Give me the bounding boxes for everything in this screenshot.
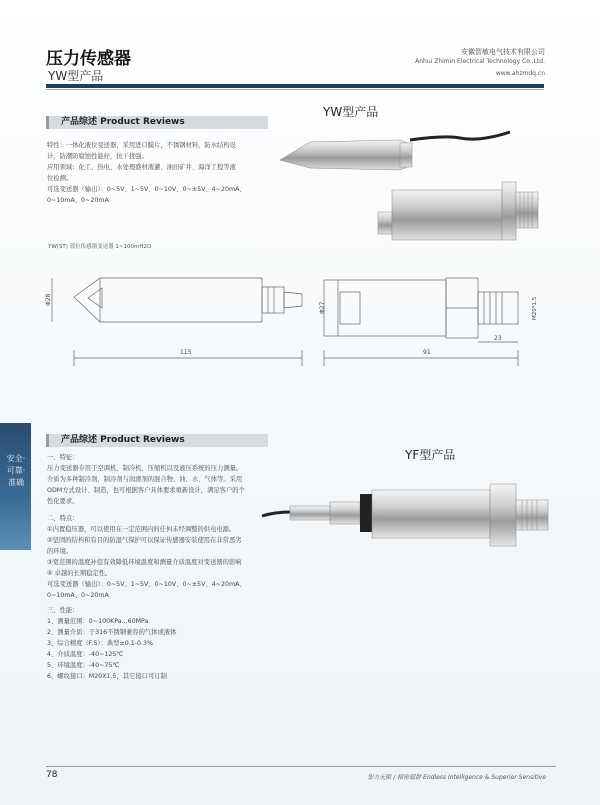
drawing-caption: YW(ST) 液位传感器变送器 1~100mH2O [48,244,152,250]
text-line: 可选变送器（输出）：0~5V、1~5V、0~10V、0~±5V、4~20mA、 [47,581,246,588]
text-line: ④ 卓越的长期稳定性。 [47,570,112,577]
text-line: 一、特征： [47,454,79,461]
header-divider [46,84,544,88]
text-line: 位检测。 [47,175,73,182]
text-line: 二、特点： [47,515,79,522]
company-name-cn: 安徽智敏电气技术有限公司 [461,48,545,56]
yw-product-photo [270,120,550,250]
dim-left-height: Φ28 [45,293,52,306]
text-line: 压力变送器专用于空调机、制冷机、压缩机以及液压系统的压力测量。 [47,465,243,472]
text-line: 应用领域：化工、热电、水处理盛材液灌、油田矿井、海洋工程等液 [47,164,236,171]
text-line: 5、环境温度：-40~75℃ [47,662,120,669]
footer-divider [46,766,556,767]
text-line: 6、螺纹接口：M20X1.5，其它接口可订制 [47,673,167,680]
section1-description [47,140,277,206]
text-line: 的环境。 [47,548,73,555]
text-line: 可选变送器（输出）：0~5V、1~5V、0~10V、0~±5V、4~20mA、 [47,186,246,193]
text-line: 3、综合精度（F.S）：典型±0.1-0.3% [47,640,153,647]
yw-drawing-right [318,262,548,374]
text-line: 介质为多种制冷剂、制冷剂与润滑剂的混合物、油、水、气体等。采用 [47,476,243,483]
dim-right-sub: 23 [494,335,502,342]
text-line: ③宽范围的温度补偿有效降低环境温度和测量介质温度对变送器的影响 [47,559,242,566]
page-title: 压力传感器 [46,49,131,69]
text-line: ②坚固的结构和有目的防湿气保护可以保证传感器安装使用在非常恶劣 [47,537,242,544]
page-subtitle: YW型产品 [48,69,104,83]
section1-product-label: YW型产品 [323,105,379,119]
section2-description [47,452,287,682]
footer-slogan: 智力无限 / 精密超群 Endless Intelligence & Superior Sensitive [367,774,546,781]
text-line: 4、介质温度：-40~125℃ [47,651,124,658]
side-tab-text: 安全·可靠·准确 [6,454,26,487]
yf-product-photo [260,472,560,562]
text-line: 0~10mA、0~20mA [47,592,109,599]
header-divider-thin [46,89,544,90]
company-name-en: Anhui Zhimin Electrical Technology Co.,Ltd. [415,58,545,65]
page-number: 78 [46,770,58,780]
text-line: 特性：一体化液位变送器，采用进口膜片，不锈钢材料，防水结构设 [47,142,236,149]
section2-heading: 产品综述 Product Reviews [46,434,268,447]
text-line: 1、测量范围：0~100KPa...60MPa [47,618,149,625]
section2-product-label: YF型产品 [405,448,456,462]
text-line: 2、测量介质：于316不锈钢兼容的气体或液体 [47,629,177,636]
dim-right-height: Φ27 [319,301,326,314]
side-tab [0,423,31,550]
text-line: 0~10mA、0~20mA [47,197,109,204]
company-website: www.ahzmdq.cn [495,70,545,77]
text-line: 性化要求。 [47,498,79,505]
text-line: ①内置稳压器，可以使用在一定范围内的任何未经调整的供电电源。 [47,526,236,533]
dim-right-thread: M20*1.5 [532,296,538,320]
dim-left-length: 115 [180,349,192,356]
section1-heading: 产品综述 Product Reviews [46,116,268,129]
yw-drawing-left [40,262,305,374]
text-line: 计，防潮防腐蚀性能好，抗干扰强。 [47,153,148,160]
text-line: ODM方式设计、制造，也可根据客户具体要求重新设计，满足客户的个 [47,487,245,494]
text-line: 三、性能： [47,607,79,614]
dim-right-length: 91 [423,349,431,356]
